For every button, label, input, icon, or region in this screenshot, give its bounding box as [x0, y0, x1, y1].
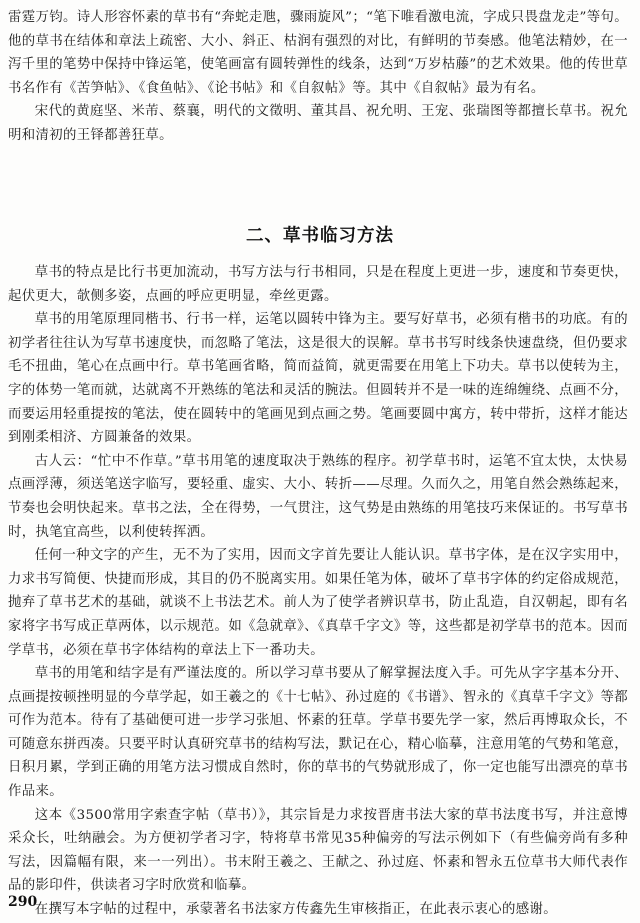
- page-number: 290: [8, 894, 38, 910]
- intro-paragraph-2: 宋代的黄庭坚、米芾、蔡襄，明代的文徵明、董其昌、祝允明、王宠、张瑞图等都擅长草书。祝允明和清初的王铎都善狂草。: [8, 104, 628, 143]
- intro-text-block: [8, 6, 628, 148]
- body-paragraph-7: 在撰写本字帖的过程中，承蒙著名书法家方传鑫先生审核指正，在此表示衷心的感谢。: [34, 902, 557, 918]
- body-text-block: [8, 261, 628, 922]
- body-paragraph-2: 草书的用笔原理同楷书、行书一样，运笔以圆转中锋为主。要写好草书，必须有楷书的功底。有的初学者往往认为写草书速度快，而忽略了笔法，这是很大的误解。草书书写时线条快速盘绕，但仍要求毛不扭曲，笔心在点画中行。草书笔画省略，简而益简，就更需要在用笔上下功夫。草书以使转为主，字的体势一笔而就，达就离不开熟练的笔法和灵活的腕法。但圆转并不是一味的连绵缠绕、点画不分，而要运用轻重提按的笔法，使在圆转中的笔画见到点画之势。笔画要圆中寓方，转中带折，这样才能达到刚柔相济、方圆兼备的效果。: [8, 312, 628, 446]
- section-title: 二、草书临习方法: [246, 226, 394, 246]
- body-paragraph-6: 这本《3500常用字索查字帖（草书）》，其宗旨是力求按晋唐书法大家的草书法度书写，并注意博采众长，吐纳融会。为方便初学者习字，特将草书常见35种偏旁的写法示例如下（有些偏旁尚有多种写法，因篇幅有限，来一一列出）。书末附王羲之、王献之、孙过庭、怀素和智永五位草书大师代表作品的影印件，供读者习字时欣赏和临摹。: [8, 807, 628, 894]
- body-paragraph-3: 古人云：“忙中不作草。”草书用笔的速度取决于熟练的程序。初学草书时，运笔不宜太快，太快易点画浮薄，须送笔送字临写，要轻重、虚实、大小、转折——尽理。久而久之，用笔自然会熟练起来，节奏也会明快起来。草书之法，全在得势，一气贯注，这气势是由熟练的用笔技巧来保证的。书写草书时，执笔宜高些，以利使转挥洒。: [8, 453, 628, 540]
- body-paragraph-5: 草书的用笔和结字是有严谨法度的。所以学习草书要从了解掌握法度入手。可先从字字基本分开、点画提按顿挫明显的今草学起，如王羲之的《十七帖》、孙过庭的《书谱》、智永的《真草千字文》等都可作为范本。待有了基础便可进一步学习张旭、怀素的狂草。学草书要先学一家，然后再博取众长，不可随意东拼西凑。只要平时认真研究草书的结构写法，默记在心，精心临摹，注意用笔的气势和笔意，日积月累，学到正确的用笔方法习惯成自然时，你的草书的气势就形成了，你一定也能写出漂亮的草书作品来。: [8, 666, 628, 800]
- intro-paragraph-1: 雷霆万钧。诗人形容怀素的草书有“奔蛇走虺，骤雨旋风”；“笔下唯看激电流，字成只畏盘龙走”等句。他的草书在结体和章法上疏密、大小、斜正、枯润有强烈的对比，有鲜明的节奏感。他笔法精妙，在一泻千里的笔势中保持中锋运笔，使笔画富有圆转弹性的线条，达到“万岁枯藤”的艺术效果。他的传世草书名作有《苦笋帖》、《食鱼帖》、《论书帖》和《自叙帖》等。其中《自叙帖》最为有名。: [8, 10, 628, 96]
- body-paragraph-1: 草书的特点是比行书更加流动，书写方法与行书相同，只是在程度上更进一步，速度和节奏更快，起伏更大，欹侧多姿，点画的呼应更明显，牵丝更露。: [8, 265, 628, 304]
- body-paragraph-4: 任何一种文字的产生，无不为了实用，因而文字首先要让人能认识。草书字体，是在汉字实用中，力求书写简便、快捷而形成，其目的仍不脱离实用。如果任笔为体，破坏了草书字体的约定俗成规范，抛弃了草书艺术的基础，就谈不上书法艺术。前人为了使学者辨识草书，防止乱造，自汉朝起，即有名家将字书写成正草两体，以示规范。如《急就章》、《真草千字文》等，这些都是初学草书的范本。因而学草书，必须在草书字体结构的章法上下一番功夫。: [8, 548, 628, 658]
